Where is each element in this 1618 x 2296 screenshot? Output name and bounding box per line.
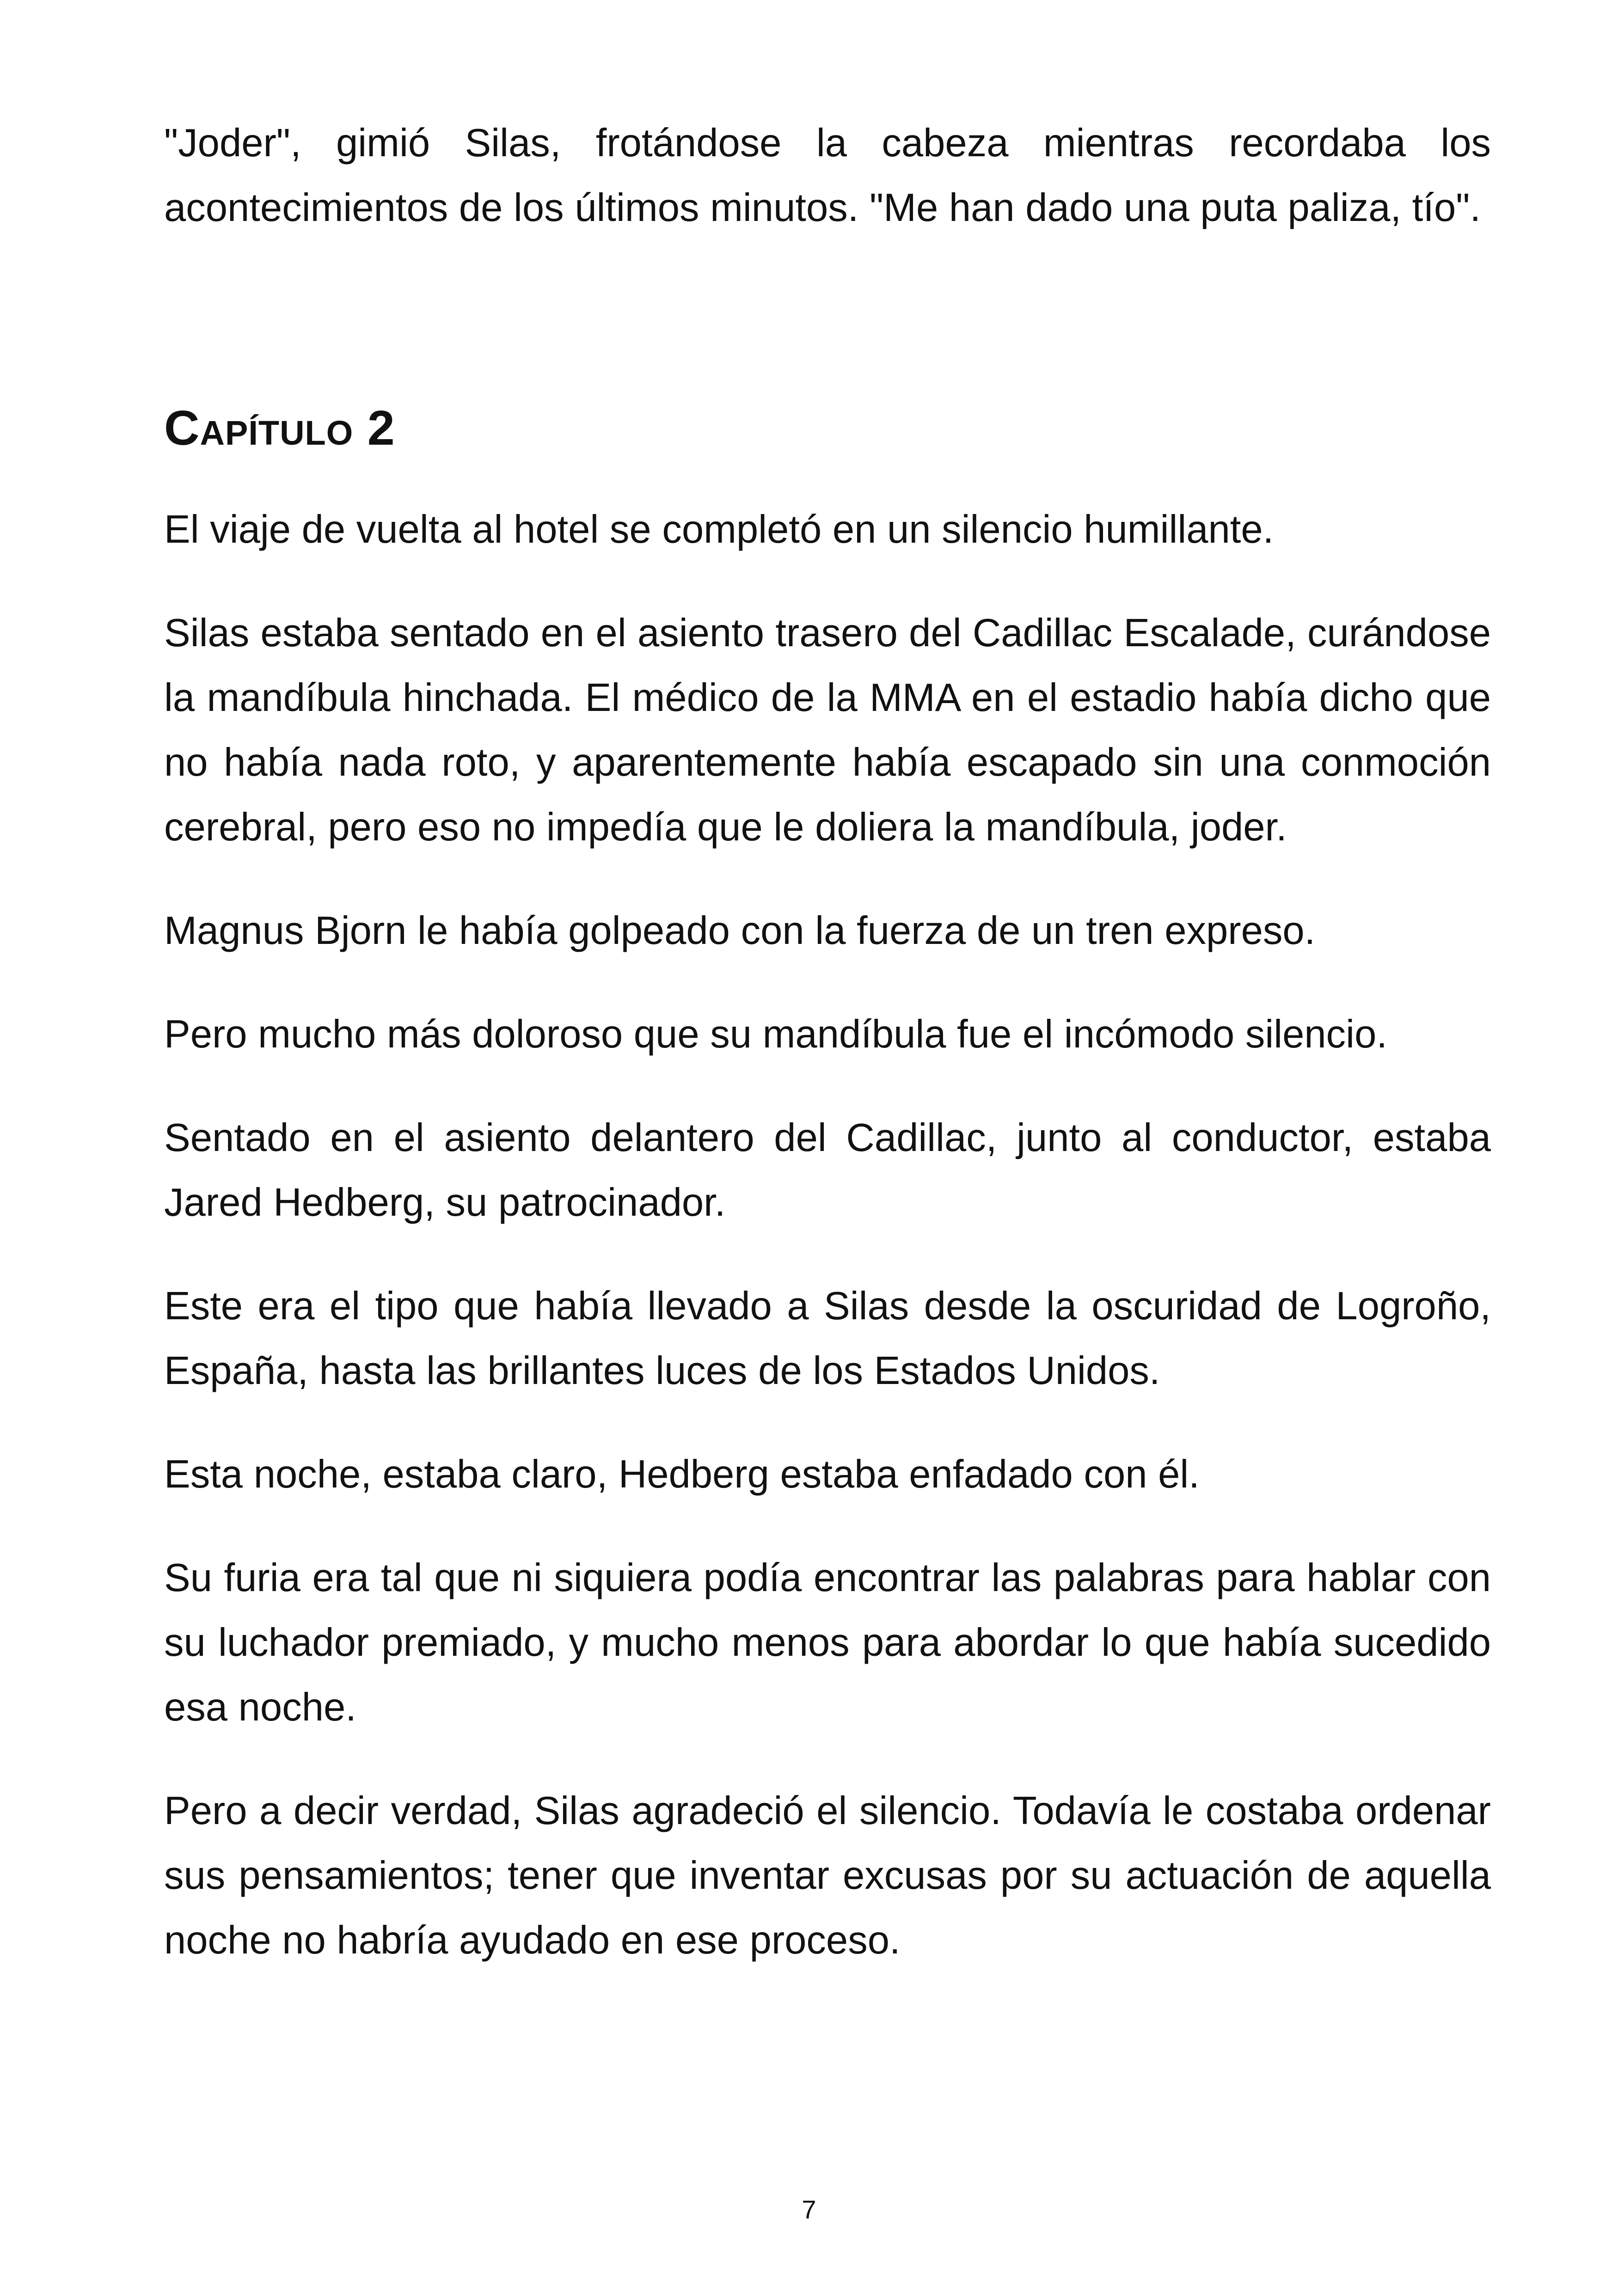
body-paragraph: Magnus Bjorn le había golpeado con la fuerza de un tren expreso. [164,909,1316,953]
body-paragraph: El viaje de vuelta al hotel se completó en un silencio humillante. [164,508,1274,551]
body-paragraph: Sentado en el asiento delantero del Cadillac, junto al conductor, estaba Jared Hedberg, su patrocinador. [164,1116,1491,1225]
body-paragraph: Su furia era tal que ni siquiera podía encontrar las palabras para hablar con su luchador premiado, y mucho menos para abordar lo que había sucedido esa noche. [164,1556,1491,1729]
body-paragraph: Silas estaba sentado en el asiento trasero del Cadillac Escalade, curándose la mandíbula hinchada. El médico de la MMA en el estadio había dicho que no había nada roto, y aparentemente había escapado sin una conmoción cerebral, pero eso no impedía que le doliera la mandíbula, joder. [164,611,1491,849]
body-paragraph: Este era el tipo que había llevado a Silas desde la oscuridad de Logroño, España, hasta las brillantes luces de los Estados Unidos. [164,1284,1491,1393]
body-paragraph: Esta noche, estaba claro, Hedberg estaba enfadado con él. [164,1452,1200,1496]
body-paragraph: Pero mucho más doloroso que su mandíbula fue el incómodo silencio. [164,1012,1387,1056]
page-number: 7 [802,2195,816,2224]
intro-paragraph: "Joder", gimió Silas, frotándose la cabeza mientras recordaba los acontecimientos de los últimos minutos. "Me han dado una puta paliza, tío". [164,121,1491,230]
body-paragraph: Pero a decir verdad, Silas agradeció el silencio. Todavía le costaba ordenar sus pensamientos; tener que inventar excusas por su actuación de aquella noche no habría ayudado en ese proceso. [164,1789,1491,1962]
document-page [164,111,1491,1973]
chapter-heading: Capítulo 2 [164,401,395,455]
